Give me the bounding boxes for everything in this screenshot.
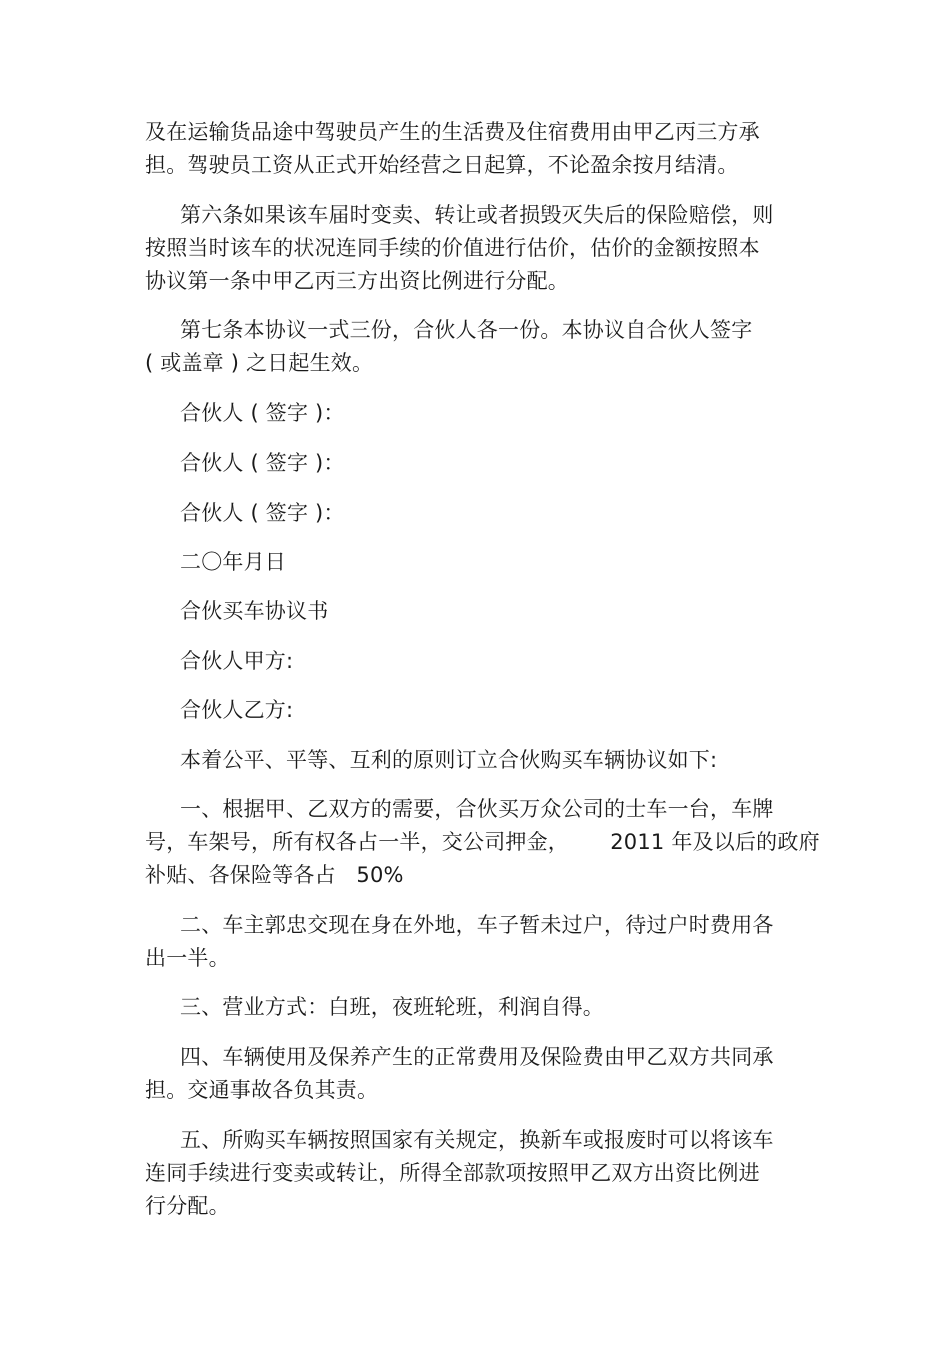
text-line: 及在运输货品途中驾驶员产生的生活费及住宿费用由甲乙丙三方承: [145, 120, 760, 144]
text-line: 出一半。: [145, 946, 230, 970]
text-line: 担。驾驶员工资从正式开始经营之日起算，不论盈余按月结清。: [145, 153, 739, 177]
text-line: 一、根据甲、乙双方的需要，合伙买万众公司的士车一台，车牌: [180, 797, 774, 821]
text-line: 补贴、各保险等各占 50%: [145, 863, 404, 887]
party-b-line: 合伙人乙方:: [180, 698, 294, 722]
text-line: 行分配。: [145, 1194, 230, 1218]
text-line: 号，车架号，所有权各占一半，交公司押金， 2011 年及以后的政府: [145, 830, 820, 854]
signature-line: 合伙人 ( 签字 )：: [180, 451, 345, 475]
text-line: 担。交通事故各负其责。: [145, 1078, 379, 1102]
signature-line: 合伙人 ( 签字 )：: [180, 501, 345, 525]
text-line: 按照当时该车的状况连同手续的价值进行估价，估价的金额按照本: [145, 236, 760, 260]
text-line: 连同手续进行变卖或转让，所得全部款项按照甲乙双方出资比例进: [145, 1161, 760, 1185]
signature-line: 合伙人 ( 签字 )：: [180, 401, 345, 425]
text-line: 二、车主郭忠交现在身在外地，车子暂未过户，待过户时费用各: [180, 913, 774, 937]
date-line: 二〇年月日: [180, 550, 286, 574]
party-a-line: 合伙人甲方:: [180, 649, 294, 673]
document-title: 合伙买车协议书: [180, 599, 329, 623]
text-line: 五、所购买车辆按照国家有关规定，换新车或报废时可以将该车: [180, 1128, 774, 1152]
text-line: 四、车辆使用及保养产生的正常费用及保险费由甲乙双方共同承: [180, 1045, 774, 1069]
text-line: 三、营业方式：白班，夜班轮班，利润自得。: [180, 995, 604, 1019]
text-line: ( 或盖章 ) 之日起生效。: [145, 351, 374, 375]
text-line: 本着公平、平等、互利的原则订立合伙购买车辆协议如下:: [180, 748, 718, 772]
text-line: 第六条如果该车届时变卖、转让或者损毁灭失后的保险赔偿，则: [180, 203, 774, 227]
text-line: 协议第一条中甲乙丙三方出资比例进行分配。: [145, 269, 569, 293]
text-line: 第七条本协议一式三份，合伙人各一份。本协议自合伙人签字: [180, 318, 753, 342]
